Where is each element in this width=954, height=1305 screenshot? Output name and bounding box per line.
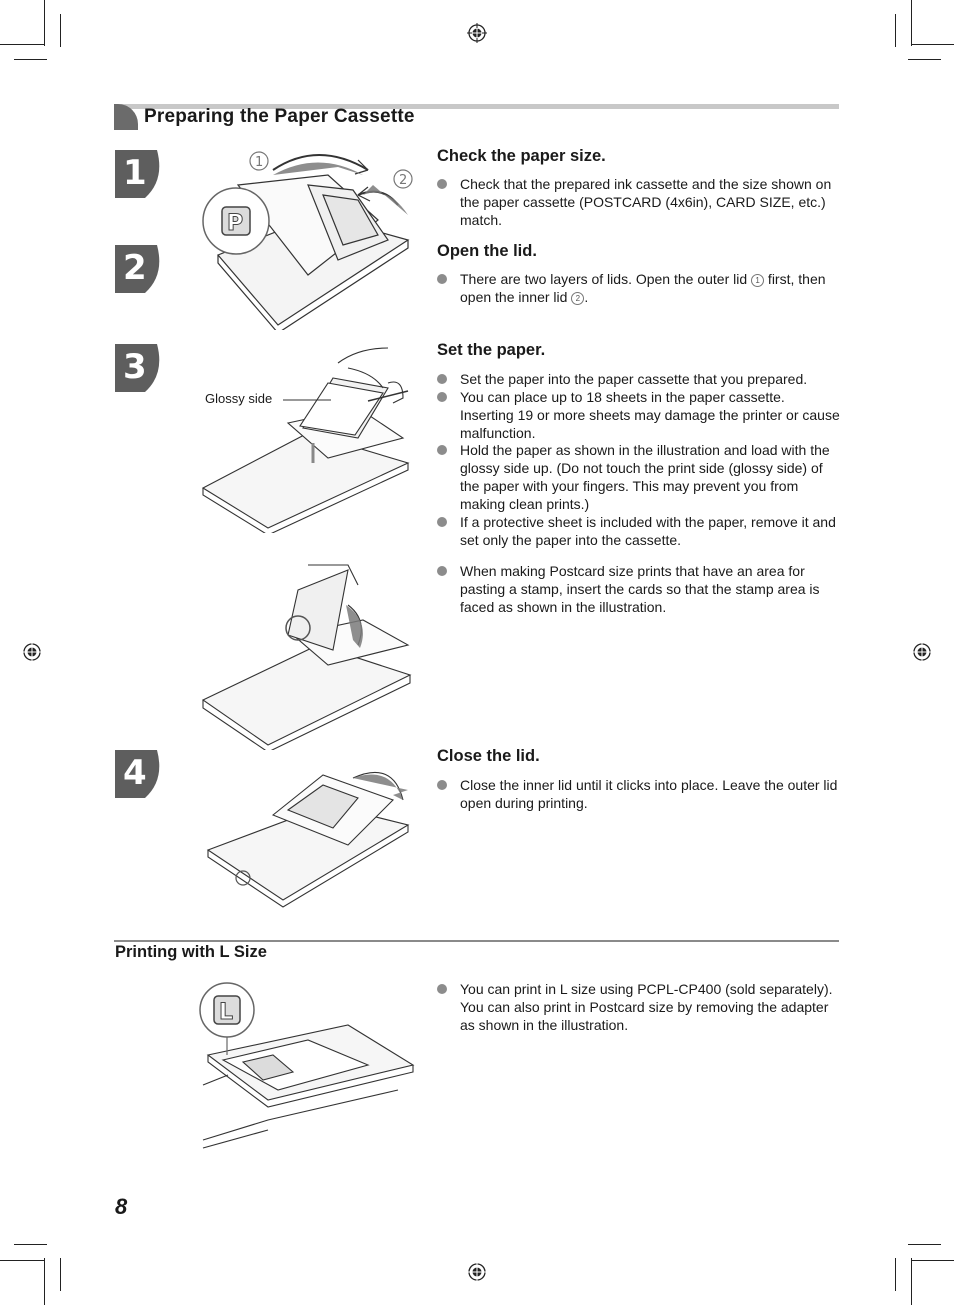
crop-mark [60, 1258, 61, 1291]
section-title: Preparing the Paper Cassette [144, 106, 415, 127]
glossy-side-callout: Glossy side [205, 391, 273, 406]
step-4-heading: Close the lid. [437, 747, 540, 765]
registration-mark-icon [22, 642, 42, 662]
step-badge-4: 4 [115, 750, 165, 798]
illustration-callout-1: 1 [255, 155, 264, 170]
registration-mark-icon [467, 23, 487, 43]
step-3-bullet: When making Postcard size prints that have an area for pasting a stamp, insert the cards so that the stamp area is faced as shown in the illustration. [437, 562, 842, 616]
step-3-bullet: You can place up to 18 sheets in the paper cassette. Inserting 19 or more sheets may damage the printer or cause malfunction. [437, 388, 842, 442]
registration-mark-icon [912, 642, 932, 662]
crop-mark [60, 14, 61, 47]
illustration-callout-2: 2 [399, 173, 408, 188]
crop-mark [908, 59, 941, 60]
l-size-bullet: You can print in L size using PCPL-CP400 (sold separately). You can also print in Postcard size by removing the adapter as shown in the illustration. [437, 980, 842, 1034]
step-badge-3: 3 [115, 344, 165, 392]
crop-mark [14, 1244, 47, 1245]
close-lid-illustration [198, 760, 423, 910]
crop-mark [895, 14, 896, 47]
crop-mark [911, 1258, 912, 1305]
step-badge-1: 1 [115, 150, 165, 198]
step-1-heading: Check the paper size. [437, 147, 606, 165]
crop-mark [0, 44, 44, 45]
registration-mark-icon [467, 1262, 487, 1282]
crop-mark [44, 0, 45, 46]
step-4-bullet: Close the inner lid until it clicks into place. Leave the outer lid open during printing. [437, 776, 842, 812]
crop-mark [0, 1260, 44, 1261]
set-paper-illustration [198, 343, 423, 533]
crop-mark [908, 1244, 941, 1245]
crop-mark [911, 44, 954, 45]
step-3-bullet: Hold the paper as shown in the illustration and load with the glossy side up. (Do not touch the print side (glossy side) of the paper with your fingers. This may prevent you from making clean prints.) [437, 441, 842, 513]
step-1-bullet: Check that the prepared ink cassette and the size shown on the paper cassette (POSTCARD (4x6in), CARD SIZE, etc.) match. [437, 175, 842, 229]
circled-number-2: 2 [571, 292, 584, 305]
step-2-heading: Open the lid. [437, 242, 537, 260]
cassette-open-lids-illustration [198, 145, 423, 330]
step-2-bullet: There are two layers of lids. Open the outer lid 1 first, then open the inner lid 2 . [437, 270, 842, 306]
crop-mark [14, 59, 47, 60]
crop-mark [911, 0, 912, 46]
step-3-bullet: Set the paper into the paper cassette that you prepared. [437, 370, 842, 388]
cassette-badge-p: P [227, 211, 244, 236]
step-badge-2: 2 [115, 245, 165, 293]
cassette-badge-l: L [219, 1000, 234, 1025]
circled-number-1: 1 [751, 274, 764, 287]
subsection-rule [114, 940, 839, 942]
step-3-heading: Set the paper. [437, 341, 546, 359]
postcard-insert-illustration [198, 560, 423, 750]
l-size-title: Printing with L Size [115, 943, 267, 961]
step-3-bullet: If a protective sheet is included with the paper, remove it and set only the paper into the cassette. [437, 513, 842, 549]
l-size-adapter-illustration [198, 980, 423, 1155]
crop-mark [911, 1260, 954, 1261]
crop-mark [895, 1258, 896, 1291]
crop-mark [44, 1258, 45, 1305]
page-number: 8 [115, 1194, 128, 1219]
